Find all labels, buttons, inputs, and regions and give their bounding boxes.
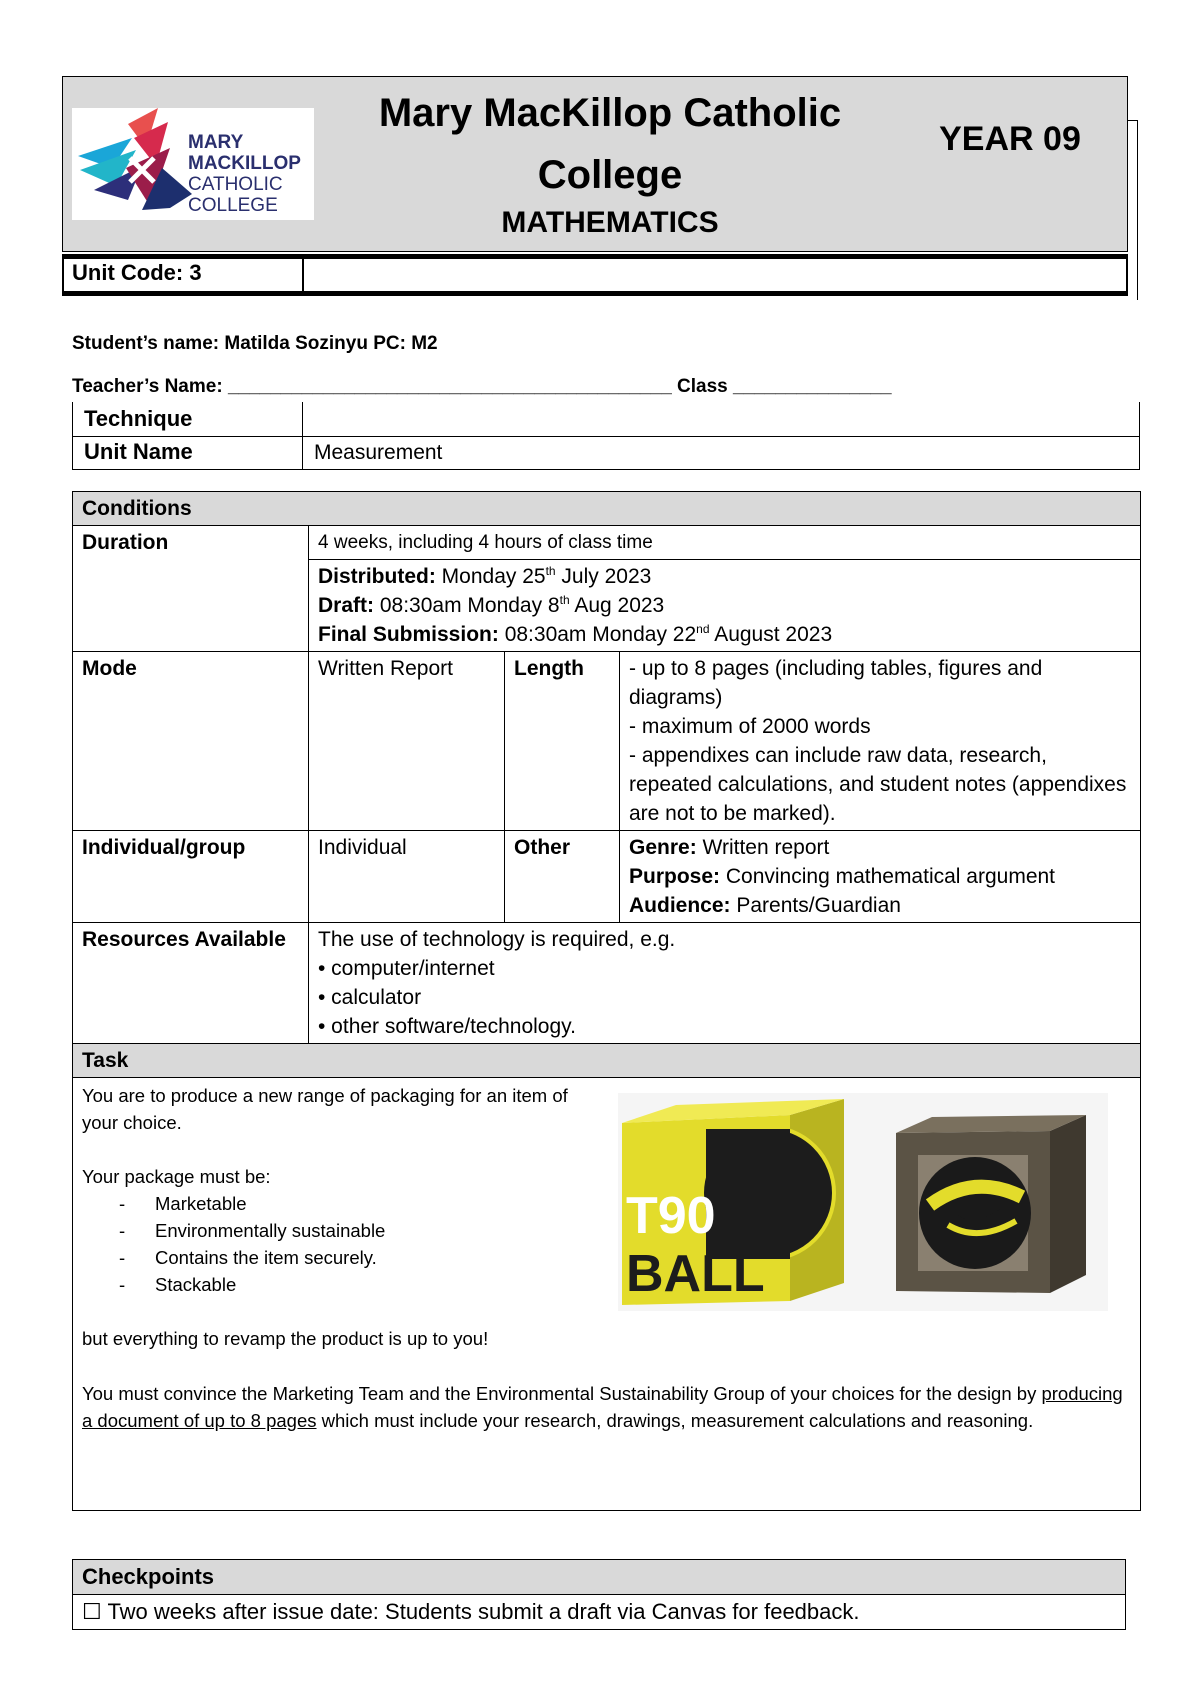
- draft-sup: th: [559, 593, 570, 607]
- genre-value: Written report: [696, 836, 830, 859]
- logo-text-2: MACKILLOP: [188, 153, 301, 174]
- checkpoints-table: [72, 1559, 1126, 1630]
- unit-code-row: [62, 254, 1128, 296]
- task-convince: [82, 1380, 1131, 1434]
- unit-name-table-rule: [72, 436, 1140, 437]
- duration-value: 4 weeks, including 4 hours of class time: [309, 526, 1141, 560]
- teacher-line: [72, 376, 892, 398]
- draft-value: 08:30am Monday 8: [374, 594, 560, 617]
- logo-text-1: MARY: [188, 132, 244, 153]
- draft-date: [318, 591, 1131, 620]
- resource-item: • computer/internet: [318, 957, 495, 980]
- technique-label: Technique: [84, 406, 193, 431]
- final-label: Final Submission:: [318, 623, 499, 646]
- length-item: - maximum of 2000 words: [629, 715, 871, 738]
- unit-code: Unit Code: 3: [72, 260, 202, 285]
- length-value: [620, 652, 1141, 831]
- length-item: - up to 8 pages (including tables, figures and diagrams): [629, 657, 1043, 709]
- checkpoint-item: [73, 1595, 1126, 1630]
- convince-underlined: producing a document of up to 8 pages: [82, 1383, 1123, 1431]
- requirement-item: - Contains the item securely.: [82, 1244, 1131, 1271]
- mode-value: Written Report: [309, 652, 505, 831]
- requirement-item: - Environmentally sustainable: [82, 1217, 1131, 1244]
- school-title-line-1: Mary MacKillop Catholic: [378, 91, 842, 135]
- task-intro: You are to produce a new range of packaging for an item of your choice.: [82, 1085, 568, 1133]
- resources-value: [309, 923, 1141, 1044]
- task-must-be: Your package must be:: [82, 1166, 271, 1187]
- other-label: Other: [505, 831, 620, 923]
- header-shadow: [1128, 120, 1138, 300]
- distributed-tail: July 2023: [555, 565, 652, 588]
- resource-item: • calculator: [318, 986, 422, 1009]
- year-level: YEAR 09: [939, 120, 1081, 158]
- final-date: [318, 620, 1131, 649]
- convince-text-2: which must include your research, drawings, measurement calculations and reasoning.: [316, 1410, 1034, 1431]
- distributed-value: Monday 25: [435, 565, 546, 588]
- task-heading: Task: [73, 1044, 1141, 1078]
- image-text-t90: T90: [626, 1187, 716, 1245]
- unit-code-divider: [302, 256, 304, 296]
- subject-title: MATHEMATICS: [501, 206, 719, 239]
- resource-item: • other software/technology.: [318, 1015, 576, 1038]
- packaging-image: [618, 1093, 1108, 1311]
- resources-label: Resources Available: [73, 923, 309, 1044]
- checkpoint-checkbox[interactable]: ☐: [82, 1599, 102, 1624]
- purpose: [629, 862, 1131, 891]
- task-body: [73, 1078, 1141, 1511]
- draft-label: Draft:: [318, 594, 374, 617]
- final-tail: August 2023: [709, 623, 833, 646]
- requirement-item: - Marketable: [82, 1190, 1131, 1217]
- conditions-table: [72, 491, 1141, 1511]
- group-label: Individual/group: [73, 831, 309, 923]
- checkpoints-heading: Checkpoints: [73, 1560, 1126, 1595]
- mode-label: Mode: [73, 652, 309, 831]
- resources-intro: The use of technology is required, e.g.: [318, 928, 676, 951]
- teacher-label: Teacher’s Name:: [72, 376, 228, 397]
- task-revamp: but everything to revamp the product is up to you!: [82, 1328, 489, 1349]
- duration-label: Duration: [73, 526, 309, 652]
- length-item: - appendixes can include raw data, research, repeated calculations, and student notes (appendixes are not to be marked).: [629, 744, 1127, 825]
- conditions-heading: Conditions: [73, 492, 1141, 526]
- draft-tail: Aug 2023: [569, 594, 665, 617]
- college-logo: [72, 108, 314, 220]
- school-title: [330, 82, 890, 206]
- unit-name-value: Measurement: [314, 441, 443, 464]
- distributed-label: Distributed:: [318, 565, 436, 588]
- genre-label: Genre:: [629, 836, 697, 859]
- purpose-label: Purpose:: [629, 865, 721, 888]
- school-title-line-2: College: [537, 153, 683, 197]
- group-value: Individual: [309, 831, 505, 923]
- audience-label: Audience:: [629, 894, 731, 917]
- image-text-ball: BALL: [626, 1245, 765, 1303]
- checkpoint-text: Two weeks after issue date: Students submit a draft via Canvas for feedback.: [101, 1599, 860, 1624]
- audience-value: Parents/Guardian: [730, 894, 901, 917]
- class-blank: _______________: [733, 376, 892, 397]
- teacher-name-blank: __________________________________________: [227, 376, 672, 397]
- logo-text-4: COLLEGE: [188, 195, 278, 216]
- distributed-date: [318, 562, 1131, 591]
- student-name: Student’s name: Matilda Sozinyu PC: M2: [72, 333, 438, 354]
- class-label: Class: [671, 376, 734, 397]
- purpose-value: Convincing mathematical argument: [720, 865, 1056, 888]
- requirement-item: - Stackable: [82, 1271, 1131, 1298]
- distributed-sup: th: [545, 564, 556, 578]
- genre: [629, 833, 1131, 862]
- convince-text-1: You must convince the Marketing Team and the Environmental Sustainability Group of your choices for the design by: [82, 1383, 1042, 1404]
- other-value: [620, 831, 1141, 923]
- length-label: Length: [505, 652, 620, 831]
- unit-name-table-divider: [302, 402, 303, 470]
- unit-name-label: Unit Name: [84, 439, 193, 464]
- final-sup: nd: [696, 622, 710, 636]
- final-value: 08:30am Monday 22: [498, 623, 697, 646]
- audience: [629, 891, 1131, 920]
- logo-text-3: CATHOLIC: [188, 174, 283, 195]
- dates-cell: [309, 560, 1141, 652]
